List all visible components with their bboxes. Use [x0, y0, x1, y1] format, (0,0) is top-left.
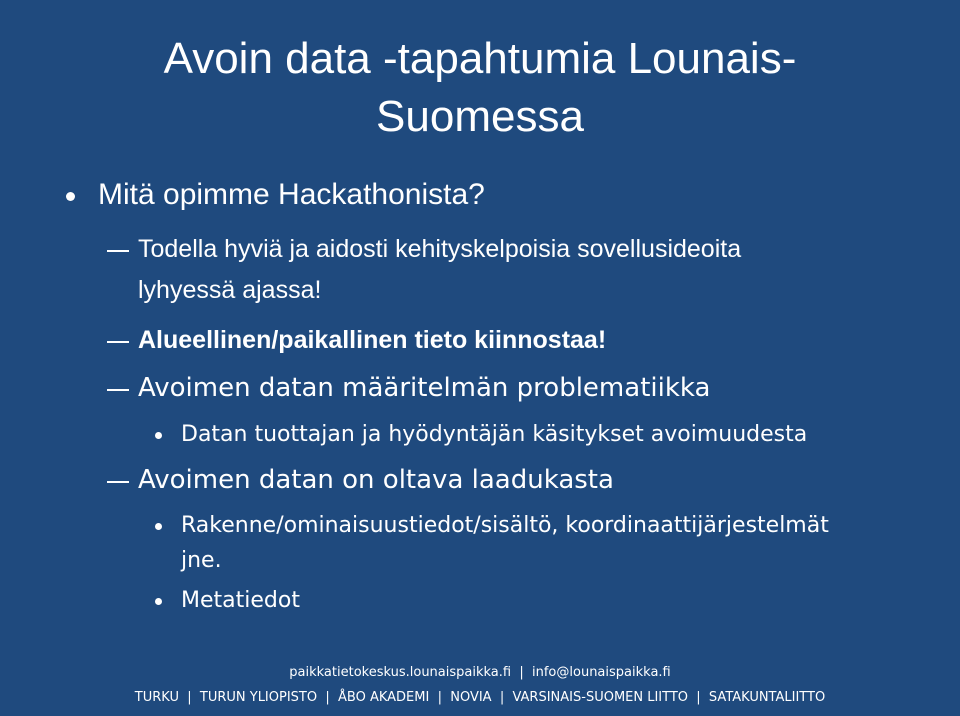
item-sovellusideoita-1: Todella hyviä ja aidosti kehityskelpoisia sovellusideoita: [138, 235, 742, 263]
dash-marker: [107, 481, 129, 483]
dash-marker: [107, 389, 129, 391]
item-kasitykset: Datan tuottajan ja hyödyntäjän käsitykset avoimuudesta: [181, 422, 808, 447]
item-laadukasta: Avoimen datan on oltava laadukasta: [138, 465, 614, 495]
dash-marker: [107, 341, 129, 343]
title-line-1: Avoin data -tapahtumia Lounais-: [163, 34, 797, 83]
item-rakenne-1: Rakenne/ominaisuustiedot/sisältö, koordinaattijärjestelmät: [181, 513, 829, 538]
bullet-dot: [155, 598, 162, 605]
bullet-dot: [155, 523, 162, 530]
slide-title: [0, 30, 960, 146]
item-rakenne-2: jne.: [181, 548, 222, 573]
item-metatiedot: Metatiedot: [181, 588, 300, 613]
item-alueellinen-tieto: Alueellinen/paikallinen tieto kiinnostaa!: [138, 326, 607, 354]
dash-marker: [107, 250, 129, 252]
item-maaritelma: Avoimen datan määritelmän problematiikka: [138, 373, 711, 403]
bullet-dot: [155, 432, 162, 439]
footer-contact: paikkatietokeskus.lounaispaikka.fi | info@lounaispaikka.fi: [289, 665, 671, 680]
footer-partners: TURKU | TURUN YLIOPISTO | ÅBO AKADEMI | NOVIA | VARSINAIS-SUOMEN LIITTO | SATAKUNTALIITTO: [134, 690, 826, 705]
item-sovellusideoita-2: lyhyessä ajassa!: [138, 276, 322, 304]
title-line-2: Suomessa: [376, 92, 584, 141]
bullet-dot: [66, 192, 75, 201]
bullet-hackathon: Mitä opimme Hackathonista?: [98, 178, 485, 211]
